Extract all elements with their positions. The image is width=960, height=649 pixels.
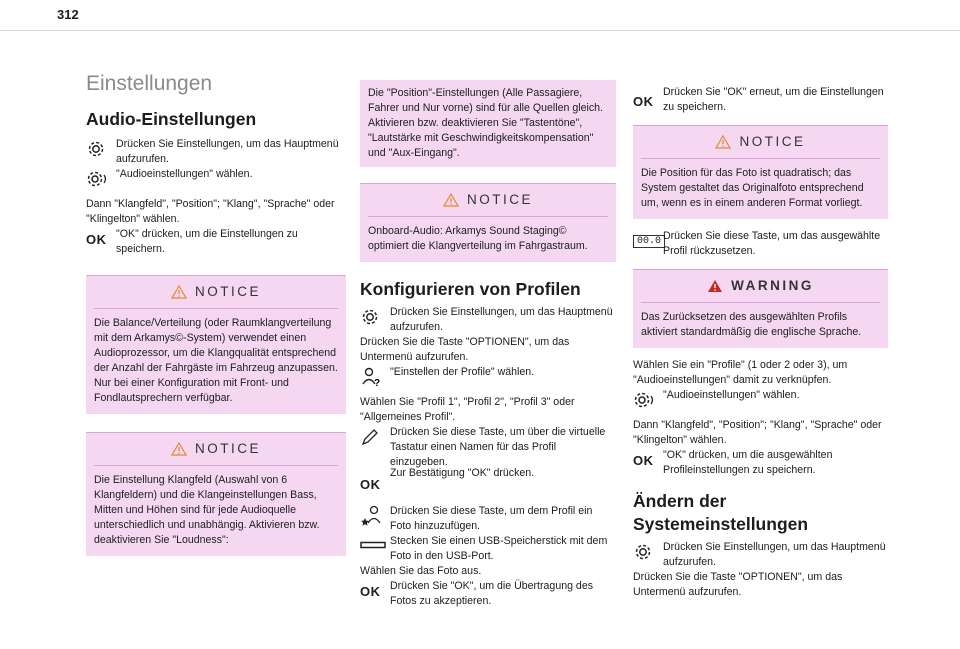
notice-box <box>360 183 616 262</box>
step-text: Wählen Sie ein "Profile" (1 oder 2 oder 3), um "Audioeinstellungen" damit zu verknüpfen. <box>633 359 848 386</box>
info-box <box>360 80 616 167</box>
notice-text: Die Position für das Foto ist quadratisch; das System gestaltet das Originalfoto entsprechend um, wenn es in einem anderen Format vorliegt. <box>641 167 864 209</box>
notice-title: NOTICE <box>194 284 261 299</box>
gear-icon <box>633 540 663 564</box>
step-text: "Audioeinstellungen" wählen. <box>663 389 800 401</box>
step-audio-settings <box>633 388 888 412</box>
step-text: Drücken Sie Einstellungen, um das Hauptmenü aufzurufen. <box>390 306 613 333</box>
step-text: Zur Bestätigung "OK" drücken. <box>390 467 535 479</box>
step-settings <box>360 305 616 335</box>
step-audio-settings <box>86 167 346 191</box>
step-text: Dann "Klangfeld", "Position"; "Klang", "Sprache" oder "Klingelton" wählen. <box>86 198 335 225</box>
notice-box <box>86 275 346 414</box>
ok-button-icon: OK <box>86 231 107 247</box>
info-text: Die "Position"-Einstellungen (Alle Passagiere, Fahrer und Nur vorne) sind für alle Quellen gleich. Aktivieren bzw. deaktivieren Sie "Tastentöne", "Lautstärke mit Geschwindigkeitskompensation" und "Aux-Eingang". <box>368 87 603 159</box>
step-text: Drücken Sie diese Taste, um über die virtuelle Tastatur einen Namen für das Profil einzugeben. <box>390 426 606 468</box>
notice-text: Die Balance/Verteilung (oder Raumklangverteilung mit dem Arkamys©-System) verwendet einen Audioprozessor, um die Klangqualität entsprechend der Anzahl der Fahrgäste im Fahrzeug anzupassen. Nur bei einer Konfiguration mit Front- und Fondlautsprechern verfügbar. <box>94 317 338 404</box>
reset-icon <box>633 229 663 253</box>
gear-sound-icon <box>633 388 663 412</box>
notice-header <box>368 192 608 207</box>
page-title: Einstellungen <box>86 72 213 95</box>
step-text: Drücken Sie diese Taste, um dem Profil ein Foto hinzuzufügen. <box>390 505 593 532</box>
step-text: "Audioeinstellungen" wählen. <box>116 168 253 180</box>
warning-text: Das Zurücksetzen des ausgewählten Profils aktiviert standardmäßig die englische Sprache. <box>641 311 862 338</box>
step-ok-photo <box>360 579 616 609</box>
step-text: Wählen Sie das Foto aus. <box>360 565 482 577</box>
step-add-photo <box>360 504 616 534</box>
ok-button-icon: OK <box>633 452 654 468</box>
notice-box <box>86 432 346 556</box>
step-text: Drücken Sie diese Taste, um das ausgewählte Profil rückzusetzen. <box>663 230 881 257</box>
step-settings <box>633 540 888 570</box>
warning-triangle-icon <box>715 135 731 149</box>
ok-button-icon: OK <box>360 583 381 599</box>
step-text: Drücken Sie die Taste "OPTIONEN", um das Untermenü aufzurufen. <box>633 571 843 598</box>
page-number: 312 <box>57 7 79 22</box>
step-ok-save <box>633 85 888 115</box>
step-text: "OK" drücken, um die ausgewählten Profileinstellungen zu speichern. <box>663 449 833 476</box>
profile-photo-icon <box>360 504 390 528</box>
column-2 <box>360 80 616 609</box>
warning-triangle-icon <box>171 285 187 299</box>
column-3 <box>633 80 888 600</box>
notice-header <box>94 441 338 456</box>
notice-title: NOTICE <box>739 134 806 149</box>
section-heading-system: Ändern der Systemeinstellungen <box>633 491 809 534</box>
step-profiles <box>360 365 616 389</box>
step-ok <box>633 448 888 478</box>
section-heading-profiles: Konfigurieren von Profilen <box>360 279 581 299</box>
step-ok <box>86 227 346 257</box>
step-ok <box>360 466 616 496</box>
notice-box <box>633 125 888 219</box>
pencil-icon <box>360 425 390 449</box>
notice-title: NOTICE <box>194 441 261 456</box>
notice-header <box>641 134 880 149</box>
step-text: Drücken Sie Einstellungen, um das Hauptmenü aufzurufen. <box>116 138 339 165</box>
notice-title: NOTICE <box>466 192 533 207</box>
warning-triangle-icon <box>171 442 187 456</box>
section-heading-audio: Audio-Einstellungen <box>86 109 257 129</box>
step-text: "Einstellen der Profile" wählen. <box>390 366 535 378</box>
step-usb <box>360 534 616 564</box>
notice-text: Onboard-Audio: Arkamys Sound Staging© optimiert die Klangverteilung im Fahrgastraum. <box>368 225 588 252</box>
warning-title: WARNING <box>731 278 814 293</box>
step-edit-name <box>360 425 616 470</box>
step-reset <box>633 229 888 259</box>
usb-stick-icon <box>360 534 390 558</box>
ok-button-icon: OK <box>633 93 654 109</box>
step-text: Stecken Sie einen USB-Speicherstick mit dem Foto in den USB-Port. <box>390 535 608 562</box>
step-text: Drücken Sie "OK" erneut, um die Einstellungen zu speichern. <box>663 86 884 113</box>
gear-icon <box>86 137 116 161</box>
header-divider <box>0 30 960 31</box>
step-text: Drücken Sie Einstellungen, um das Hauptmenü aufzurufen. <box>663 541 886 568</box>
notice-text: Die Einstellung Klangfeld (Auswahl von 6 Klangfeldern) und die Klangeinstellungen Bass, Mitten und Höhen sind für jede Audioquelle unterschiedlich und unabhängig. Aktivieren bzw. deaktivieren Sie "Loudness": <box>94 474 320 546</box>
ok-button-icon: OK <box>360 476 381 492</box>
step-text: "OK" drücken, um die Einstellungen zu speichern. <box>116 228 298 255</box>
gear-icon <box>360 305 390 329</box>
step-text: Wählen Sie "Profil 1", "Profil 2", "Profil 3" oder "Allgemeines Profil". <box>360 396 575 423</box>
step-settings <box>86 137 346 167</box>
notice-header <box>94 284 338 299</box>
step-text: Drücken Sie "OK", um die Übertragung des Fotos zu akzeptieren. <box>390 580 594 607</box>
step-text: Dann "Klangfeld", "Position"; "Klang", "Sprache" oder "Klingelton" wählen. <box>633 419 882 446</box>
svg-text:?: ? <box>374 378 381 388</box>
warning-header <box>641 278 880 293</box>
reset-tag: 00.0 <box>633 235 665 248</box>
column-1 <box>86 72 346 556</box>
gear-sound-icon <box>86 167 116 191</box>
warning-filled-triangle-icon <box>707 279 723 293</box>
warning-triangle-icon <box>443 193 459 207</box>
profile-settings-icon <box>360 365 390 389</box>
warning-box <box>633 269 888 348</box>
step-text: Drücken Sie die Taste "OPTIONEN", um das Untermenü aufzurufen. <box>360 336 570 363</box>
